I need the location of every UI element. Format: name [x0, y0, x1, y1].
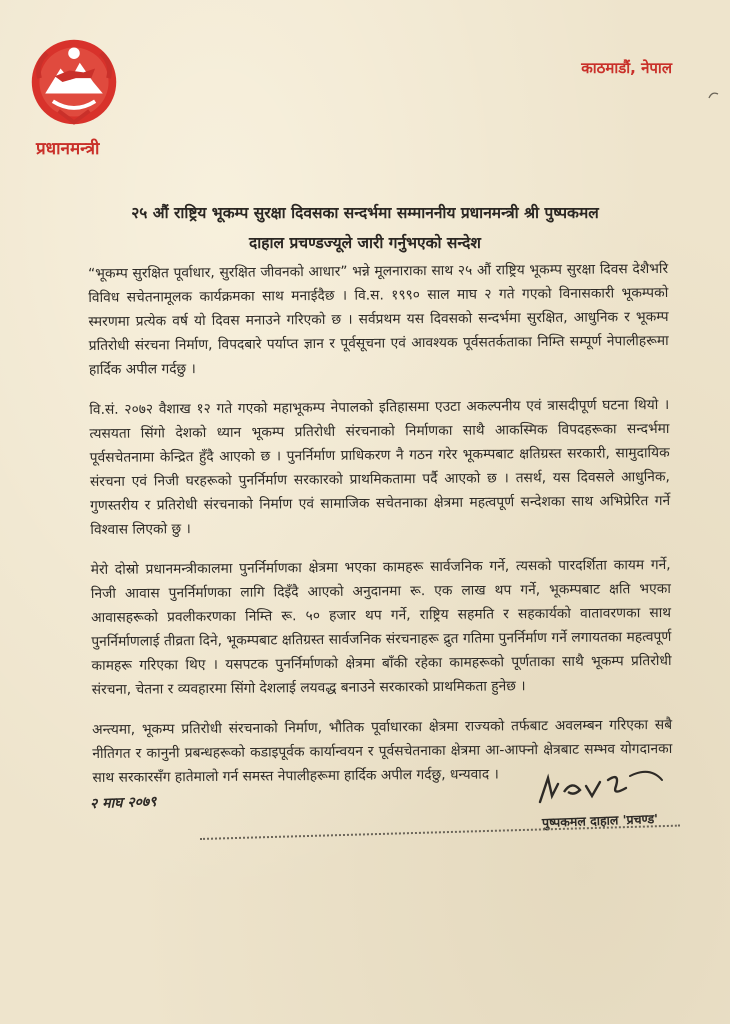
handwritten-signature-icon: [530, 762, 670, 812]
paragraph-4: अन्त्यमा, भूकम्प प्रतिरोधी संरचनाको निर्माण, भौतिक पूर्वाधारका क्षेत्रमा राज्यको तर्फबाट अवलम्बन गरिएका सबै नीतिगत र कानुनी प्रबन्धहरूको कडाइपूर्वक कार्यान्वयन र पूर्वसचेतनाका क्षेत्रमा आ-आफ्नो क्षेत्रबाट सम्भव योगदानका साथ सरकारसँग हातेमालो गर्न समस्त नेपालीहरूमा हार्दिक अपील गर्दछु, धन्यवाद ।: [92, 716, 673, 786]
nepal-emblem-icon: [26, 34, 122, 130]
paragraph-1: “भूकम्प सुरक्षित पूर्वाधार, सुरक्षित जीवनको आधार” भन्ने मूलनाराका साथ २५ औं राष्ट्रिय भूकम्प सुरक्षा दिवस देशैभरि विविध सचेतनामूलक कार्यक्रमका साथ मनाईदैछ । वि.स. १९९० साल माघ २ गते गएको विनासकारी भूकम्पको स्मरणमा प्रत्येक वर्ष यो दिवस मनाउने गरिएको छ । सर्वप्रथम यस दिवसको सन्दर्भमा सुरक्षित, आधुनिक र भूकम्प प्रतिरोधी संरचना निर्माण, विपदबारे पर्याप्त ज्ञान र पूर्वसूचना एवं आवश्यक पूर्वसतर्कताका निम्ति सम्पूर्ण नेपालीहरूमा हार्दिक अपील गर्दछु ।: [88, 260, 669, 378]
issue-date: २ माघ २०७९: [89, 793, 157, 813]
message-body: [88, 257, 673, 806]
message-title: [60, 198, 670, 258]
signatory-name: पुष्पकमल दाहाल 'प्रचण्ड': [541, 810, 659, 831]
message-title-line-1: २५ औं राष्ट्रिय भूकम्प सुरक्षा दिवसका सन्दर्भमा सम्माननीय प्रधानमन्त्री श्री पुष्पकमल: [131, 204, 599, 222]
dotted-divider: [200, 825, 680, 840]
paragraph-3: मेरो दोस्रो प्रधानमन्त्रीकालमा पुनर्निर्माणका क्षेत्रमा भएका कामहरू सार्वजनिक गर्ने, त्यसको पारदर्शिता कायम गर्ने, निजी आवास पुनर्निर्माणका लागि दिइँदै आएको अनुदानमा रू. एक लाख थप गर्ने, भूकम्पबाट क्षति भएका आवासहरूको प्रवलीकरणका निम्ति रू. ५० हजार थप गर्ने, राष्ट्रिय सहमति र सहकार्यको वातावरणका साथ पुनर्निर्माणलाई तीव्रता दिने, भूकम्पबाट क्षतिग्रस्त सार्वजनिक संरचनाहरू द्रुत गतिमा पुनर्निर्माण गर्ने लगायतका महत्वपूर्ण कामहरू गरिएका थिए । यसपटक पुनर्निर्माणको क्षेत्रमा बाँकी रहेका कामहरूको पूर्णताका साथै भूकम्प प्रतिरोधी संरचना, चेतना र व्यवहारमा सिंगो देशलाई लयवद्ध बनाउने सरकारको प्राथमिकता हुनेछ ।: [90, 556, 672, 698]
message-title-line-2: दाहाल प्रचण्डज्यूले जारी गर्नुभएको सन्देश: [249, 234, 481, 252]
office-name: प्रधानमन्त्री: [36, 139, 100, 159]
margin-mark-icon: [706, 88, 722, 104]
paragraph-2: वि.सं. २०७२ वैशाख १२ गते गएको महाभूकम्प नेपालको इतिहासमा एउटा अकल्पनीय एवं त्रासदीपूर्ण घटना थियो । त्यसयता सिंगो देशको ध्यान भूकम्प प्रतिरोधी संरचनाको निर्माणका साथै आकस्मिक विपदहरूका सन्दर्भमा पूर्वसचेतनामा केन्द्रित हुँदै आएको छ । पुनर्निर्माण प्राधिकरण नै गठन गरेर भूकम्पबाट क्षतिग्रस्त सरकारी, सामुदायिक संरचना एवं निजी घरहरूको पुनर्निर्माण सरकारको प्राथमिकतामा पर्दै आएको छ । तसर्थ, यस दिवसले आधुनिक, गुणस्तरीय र प्रतिरोधी संरचनाको निर्माण एवं सामाजिक सचेतनाका क्षेत्रमा महत्वपूर्ण सन्देशका साथ अभिप्रेरित गर्ने विश्वास लिएको छु ।: [89, 396, 671, 538]
place-label: काठमाडौं, नेपाल: [581, 59, 672, 77]
